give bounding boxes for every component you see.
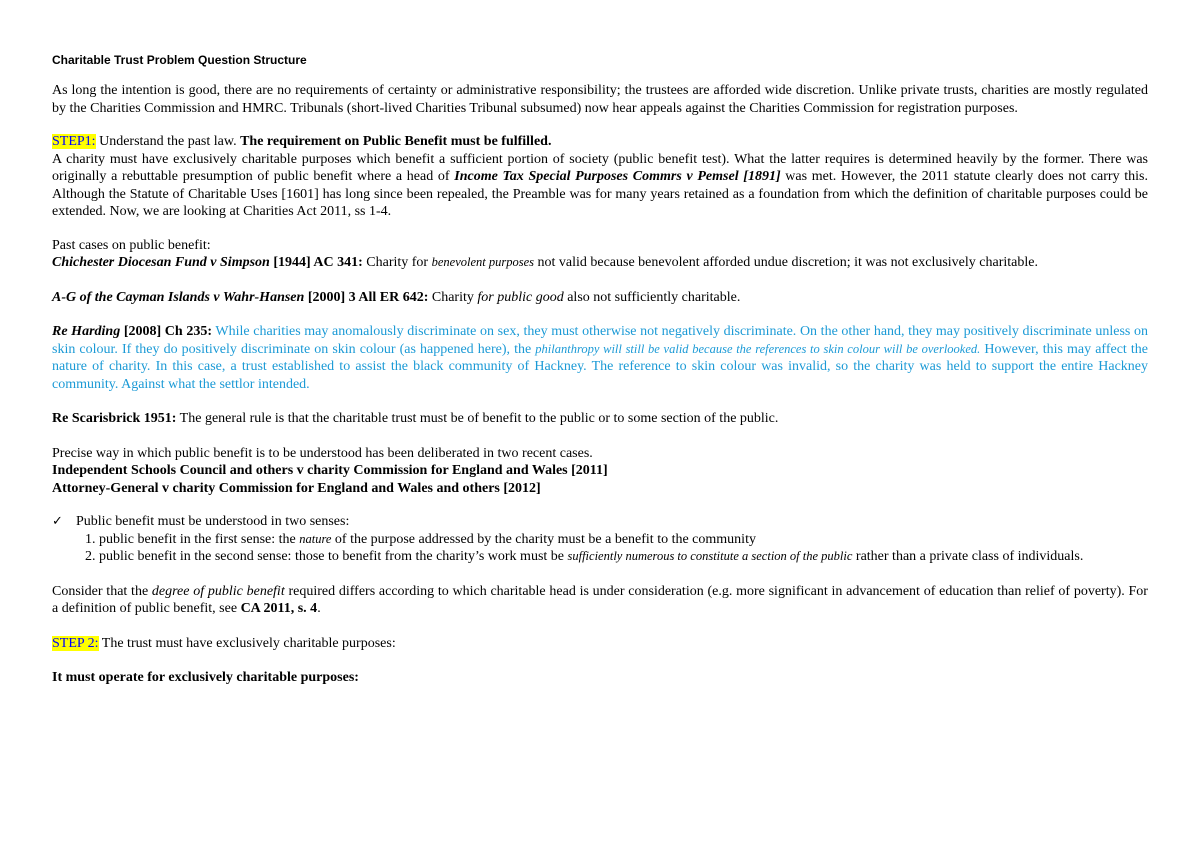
sense-2-text-b: rather than a private class of individuals. (852, 549, 1084, 564)
chichester-citation: [1944] AC 341: (269, 255, 363, 270)
check-item-text: Public benefit must be understood in two senses: (76, 514, 350, 529)
check-list-item (52, 513, 1148, 531)
pemsel-case: Income Tax Special Purposes Commrs v Pemsel [1891] (454, 169, 781, 184)
consider-text-1: Consider that the (52, 583, 152, 599)
chichester-text-2: benevolent purposes (431, 255, 534, 269)
scarisbrick-case-name: Re Scarisbrick 1951: (52, 411, 177, 426)
list-item (99, 531, 1148, 549)
cayman-case-name: A-G of the Cayman Islands v Wahr-Hansen (52, 289, 305, 305)
cayman-paragraph (52, 289, 1148, 307)
final-heading: It must operate for exclusively charitable purposes: (52, 670, 359, 685)
harding-text-3: However, this may affect the nature of charity. In this case, a trust established to assist the black community of Hackney. The reference to skin colour was invalid, so the charity was held to support the entire Hackney community. Against what the settlor intended. (52, 341, 1148, 392)
sense-2-text-a: public benefit in the second sense: those to benefit from the charity’s work must be (99, 549, 568, 564)
harding-case-name: Re Harding (52, 324, 121, 339)
chichester-case-name: Chichester Diocesan Fund v Simpson (52, 255, 270, 270)
step1-bold: The requirement on Public Benefit must be fulfilled. (240, 134, 552, 149)
step1-para-part2: was met. However, the 2011 statute clearly does not carry this. Although the Statute of Charitable Uses [1601] has long since been repealed, the Preamble was for many years retained as a foundation from which the definition of charitable purposes could be extended. Now, we are looking at Charities Act 2011, ss 1-4. (52, 169, 1148, 219)
harding-citation: [2008] Ch 235: (120, 324, 212, 339)
scarisbrick-text: The general rule is that the charitable trust must be of benefit to the public or to some section of the public. (176, 411, 779, 426)
step1-heading (52, 133, 1148, 151)
step2-label: STEP 2: (52, 635, 99, 651)
sense-1-text-b: of the purpose addressed by the charity must be a benefit to the community (331, 531, 756, 547)
checkmark-icon: ✓ (52, 514, 63, 529)
past-cases-heading: Past cases on public benefit: (52, 237, 211, 253)
step1-text: Understand the past law. (95, 134, 241, 149)
harding-text-2: philanthropy will still be valid because the references to skin colour will be overlooked. (535, 341, 981, 356)
chichester-paragraph (52, 254, 1148, 272)
cayman-text-2: for public good (477, 289, 564, 305)
consider-paragraph (52, 583, 1148, 618)
precise-paragraph: Precise way in which public benefit is to be understood has been deliberated in two recent cases. (52, 445, 593, 461)
sense-1-text-a: public benefit in the first sense: the (99, 531, 300, 547)
consider-text-2: degree of public benefit (151, 583, 285, 599)
step2-text: The trust must have exclusively charitable purposes: (98, 635, 396, 651)
step1-para-part1: A charity must have exclusively charitable purposes which benefit a sufficient portion of society (public benefit test). What the latter requires is determined heavily by the former. There was originally a rebuttable presumption of public benefit where a head of (52, 151, 1148, 184)
scarisbrick-paragraph (52, 410, 1148, 428)
chichester-text-3: not valid because benevolent afforded undue discretion; it was not exclusively charitable. (534, 255, 1038, 270)
sense-2-text-i: sufficiently numerous to constitute a section of the public (567, 549, 853, 563)
case-ag: Attorney-General v charity Commission for England and Wales and others [2012] (52, 480, 541, 496)
step2-heading (52, 635, 1148, 653)
step1-paragraph (52, 151, 1148, 221)
harding-text-1: While charities may anomalously discriminate on sex, they must otherwise not negatively discriminate. On the other hand, they may positively discriminate unless on skin colour. If they do positively discriminate on skin colour (as happened here), the (52, 324, 1148, 357)
consider-text-3: required differs according to which charitable head is under consideration (e.g. more significant in advancement of education than relief of poverty). For a definition of public benefit, see (52, 583, 1148, 616)
harding-paragraph (52, 323, 1148, 393)
consider-text-4: CA 2011, s. 4 (240, 601, 318, 616)
document-title: Charitable Trust Problem Question Structure (52, 53, 307, 67)
case-isc: Independent Schools Council and others v charity Commission for England and Wales [2011] (52, 463, 608, 478)
consider-text-5: . (317, 601, 321, 616)
intro-paragraph: As long the intention is good, there are no requirements of certainty or administrative responsibility; the trustees are afforded wide discretion. Unlike private trusts, charities are mostly regulated by the Charities Commission and HMRC. Tribunals (short-lived Charities Tribunal subsumed) now hear appeals against the Charities Commission for registration purposes. (52, 83, 1148, 116)
step1-label: STEP1: (52, 134, 96, 149)
cayman-text-1: Charity (428, 289, 478, 305)
cayman-citation: [2000] 3 All ER 642: (304, 289, 429, 305)
list-item (99, 548, 1148, 566)
senses-list (52, 531, 1148, 566)
chichester-text-1: Charity for (362, 255, 432, 270)
cayman-text-3: also not sufficiently charitable. (563, 289, 741, 305)
sense-1-text-i: nature (299, 531, 332, 546)
